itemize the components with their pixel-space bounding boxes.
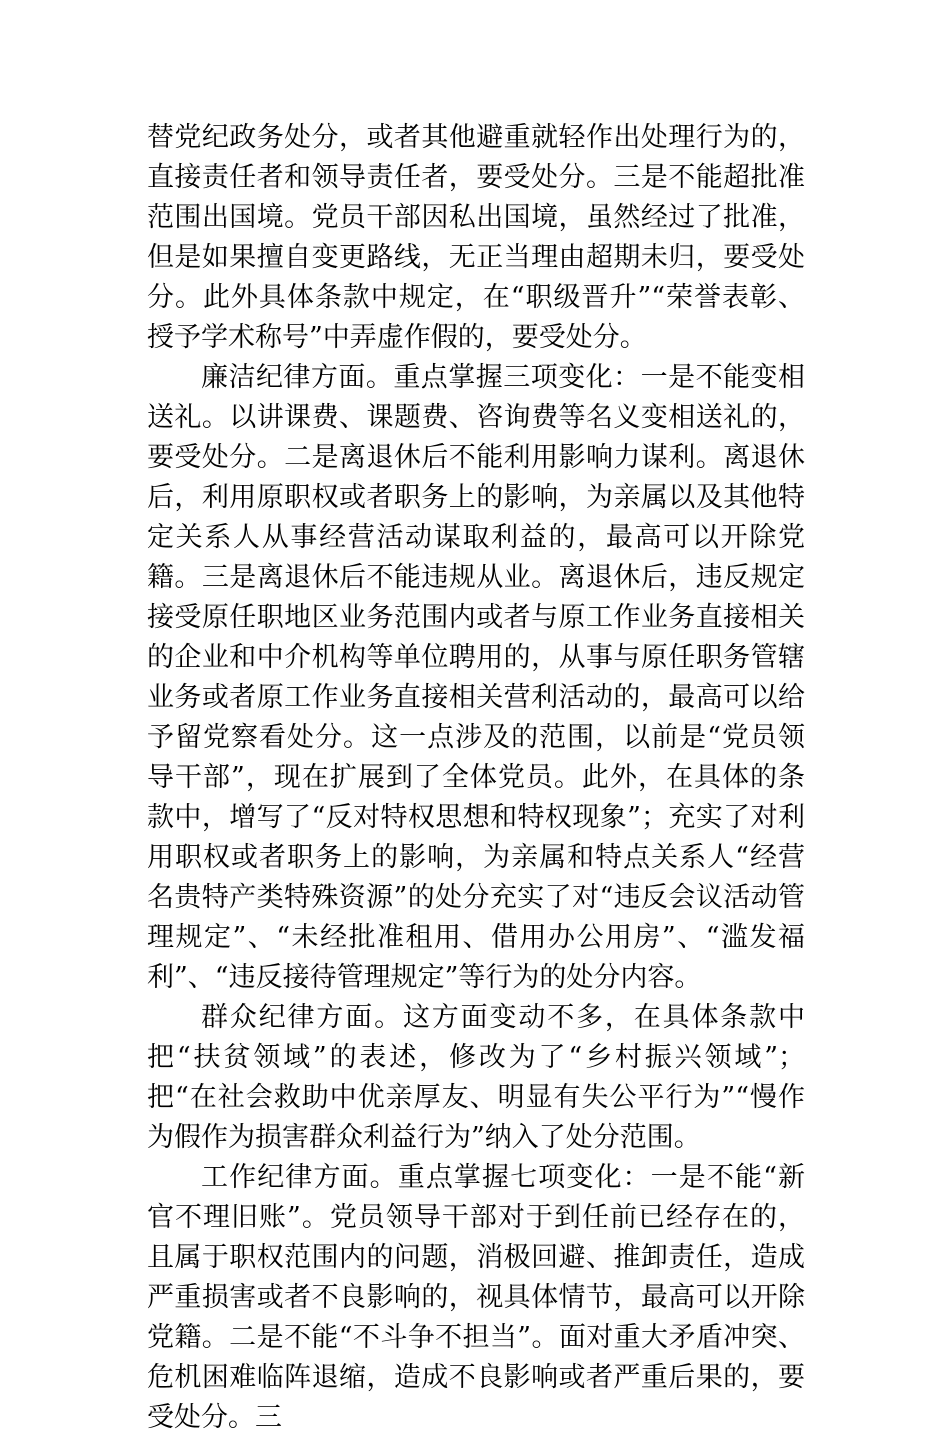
- document-page: [147, 118, 805, 1438]
- paragraph-work-discipline: 工作纪律方面。重点掌握七项变化：一是不能“新官不理旧账”。党员领导干部对于到任前已经存在的，且属于职权范围内的问题，消极回避、推卸责任，造成严重损害或者不良影响的，视具体情节，最高可以开除党籍。二是不能“不斗争不担当”。面对重大矛盾冲突、危机困难临阵退缩，造成不良影响或者严重后果的，要受处分。三: [147, 1162, 805, 1433]
- paragraph-1: 替党纪政务处分，或者其他避重就轻作出处理行为的，直接责任者和领导责任者，要受处分。三是不能超批准范围出国境。党员干部因私出国境，虽然经过了批准，但是如果擅自变更路线，无正当理由超期未归，要受处分。此外具体条款中规定，在“职级晋升”“荣誉表彰、授予学术称号”中弄虚作假的，要受处分。: [147, 122, 805, 353]
- paragraph-integrity-discipline: 廉洁纪律方面。重点掌握三项变化：一是不能变相送礼。以讲课费、课题费、咨询费等名义变相送礼的，要受处分。二是离退休后不能利用影响力谋利。离退休后，利用原职权或者职务上的影响，为亲属以及其他特定关系人从事经营活动谋取利益的，最高可以开除党籍。三是离退休后不能违规从业。离退休后，违反规定接受原任职地区业务范围内或者与原工作业务直接相关的企业和中介机构等单位聘用的，从事与原任职务管辖业务或者原工作业务直接相关营利活动的，最高可以给予留党察看处分。这一点涉及的范围，以前是“党员领导干部”，现在扩展到了全体党员。此外，在具体的条款中，增写了“反对特权思想和特权现象”；充实了对利用职权或者职务上的影响，为亲属和特点关系人“经营名贵特产类特殊资源”的处分充实了对“违反会议活动管理规定”、“未经批准租用、借用办公用房”、“滥发福利”、“违反接待管理规定”等行为的处分内容。: [147, 362, 805, 993]
- paragraph-mass-discipline: 群众纪律方面。这方面变动不多，在具体条款中把“扶贫领域”的表述，修改为了“乡村振兴领域”；把“在社会救助中优亲厚友、明显有失公平行为”“慢作为假作为损害群众利益行为”纳入了处分范围。: [147, 1002, 805, 1153]
